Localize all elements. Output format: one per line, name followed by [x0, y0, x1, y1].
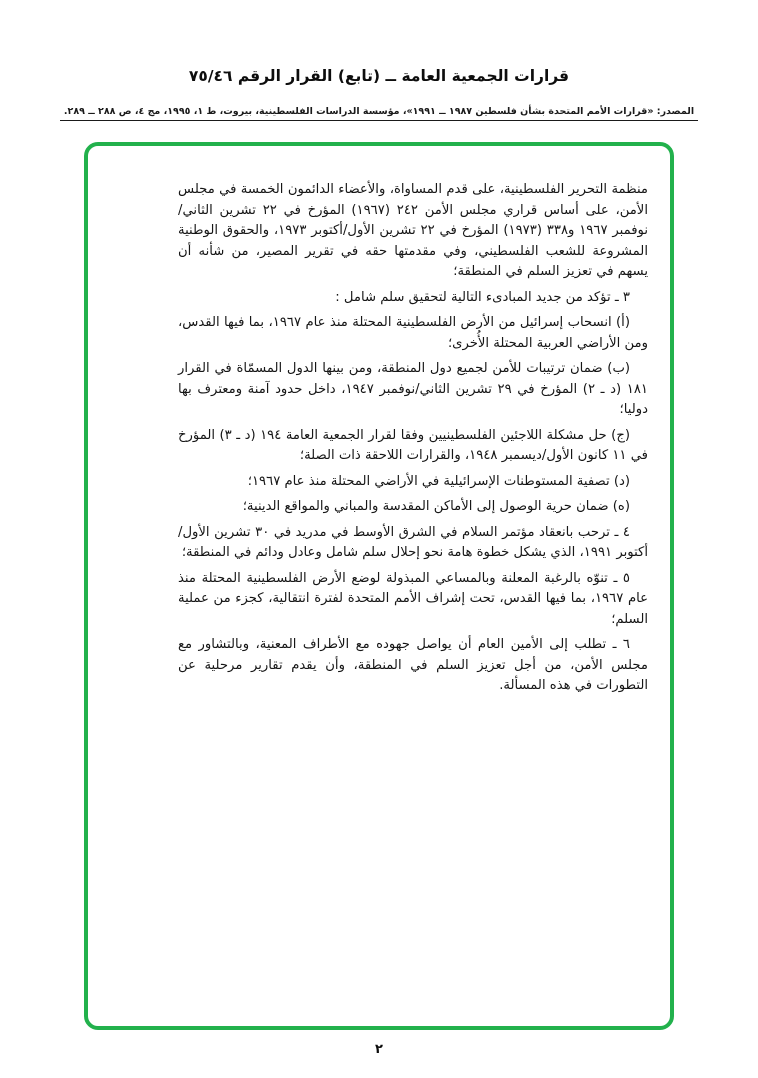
- paragraph: (ه) ضمان حرية الوصول إلى الأماكن المقدسة والمباني والمواقع الدينية؛: [242, 499, 630, 514]
- page-number: ٢: [375, 1042, 383, 1057]
- paragraph: (ج) حل مشكلة اللاجئين الفلسطينيين وفقا لقرار الجمعية العامة ١٩٤ (د ـ ٣) المؤرخ في ١١ كانون الأول/ديسمبر ١٩٤٨، والقرارات اللاحقة ذات الصلة؛: [178, 427, 648, 463]
- paragraph: (د) تصفية المستوطنات الإسرائيلية في الأراضي المحتلة منذ عام ١٩٦٧؛: [247, 473, 630, 489]
- paragraph: ٤ ـ ترحب بانعقاد مؤتمر السلام في الشرق الأوسط في مدريد في ٣٠ تشرين الأول/أكتوبر ١٩٩١، الذي يشكل خطوة هامة نحو إحلال سلم شامل وعادل ودائم في المنطقة؛: [178, 524, 648, 560]
- paragraph: (ب) ضمان ترتيبات للأمن لجميع دول المنطقة، ومن بينها الدول المسمّاة في القرار ١٨١ (د ـ ٢) المؤرخ في ٢٩ تشرين الثاني/نوفمبر ١٩٤٧، داخل حدود آمنة ومعترف بها دوليا؛: [178, 361, 648, 417]
- paragraph: ٣ ـ تؤكد من جديد المبادىء التالية لتحقيق سلم شامل :: [335, 289, 630, 305]
- document-header: [0, 66, 758, 85]
- resolution-text: [178, 180, 648, 702]
- resolution-border-box: [84, 142, 674, 1030]
- paragraph: منظمة التحرير الفلسطينية، على قدم المساواة، والأعضاء الدائمون الخمسة في مجلس الأمن، على أساس قراري مجلس الأمن ٢٤٢ (١٩٦٧) المؤرخ في ٢٢ تشرين الثاني/نوفمبر ١٩٦٧ و٣٣٨ (١٩٧٣) المؤرخ في ٢٢ تشرين الأول/أكتوبر ١٩٧٣، والحقوق الوطنية المشروعة للشعب الفلسطيني، وفي مقدمتها حقه في تقرير المصير، من شأنه أن يسهم في تعزيز السلم في المنطقة؛: [178, 182, 648, 279]
- source-citation: المصدر: «قرارات الأمم المتحدة بشأن فلسطين ١٩٨٧ ــ ١٩٩١»، مؤسسة الدراسات الفلسطينية، بيروت، ط ١، ١٩٩٥، مج ٤، ص ٢٨٨ ــ ٢٨٩.: [60, 106, 698, 121]
- paragraph: ٥ ـ تنوّه بالرغبة المعلنة وبالمساعي المبذولة لوضع الأرض الفلسطينية المحتلة منذ عام ١٩٦٧، بما فيها القدس، تحت إشراف الأمم المتحدة لفترة انتقالية، كجزء من عملية السلم؛: [178, 570, 648, 627]
- page-title: قرارات الجمعية العامة ــ (تابع) القرار الرقم ٧٥/٤٦: [188, 67, 570, 85]
- paragraph: (أ) انسحاب إسرائيل من الأرض الفلسطينية المحتلة منذ عام ١٩٦٧، بما فيها القدس، ومن الأراضي العربية المحتلة الأُخرى؛: [178, 315, 648, 351]
- source-line-wrap: [0, 99, 758, 121]
- paragraph: ٦ ـ تطلب إلى الأمين العام أن يواصل جهوده مع الأطراف المعنية، وبالتشاور مع مجلس الأمن، من أجل تعزيز السلم في المنطقة، وأن يقدم تقارير مرحلية عن التطورات في هذه المسألة.: [178, 637, 648, 693]
